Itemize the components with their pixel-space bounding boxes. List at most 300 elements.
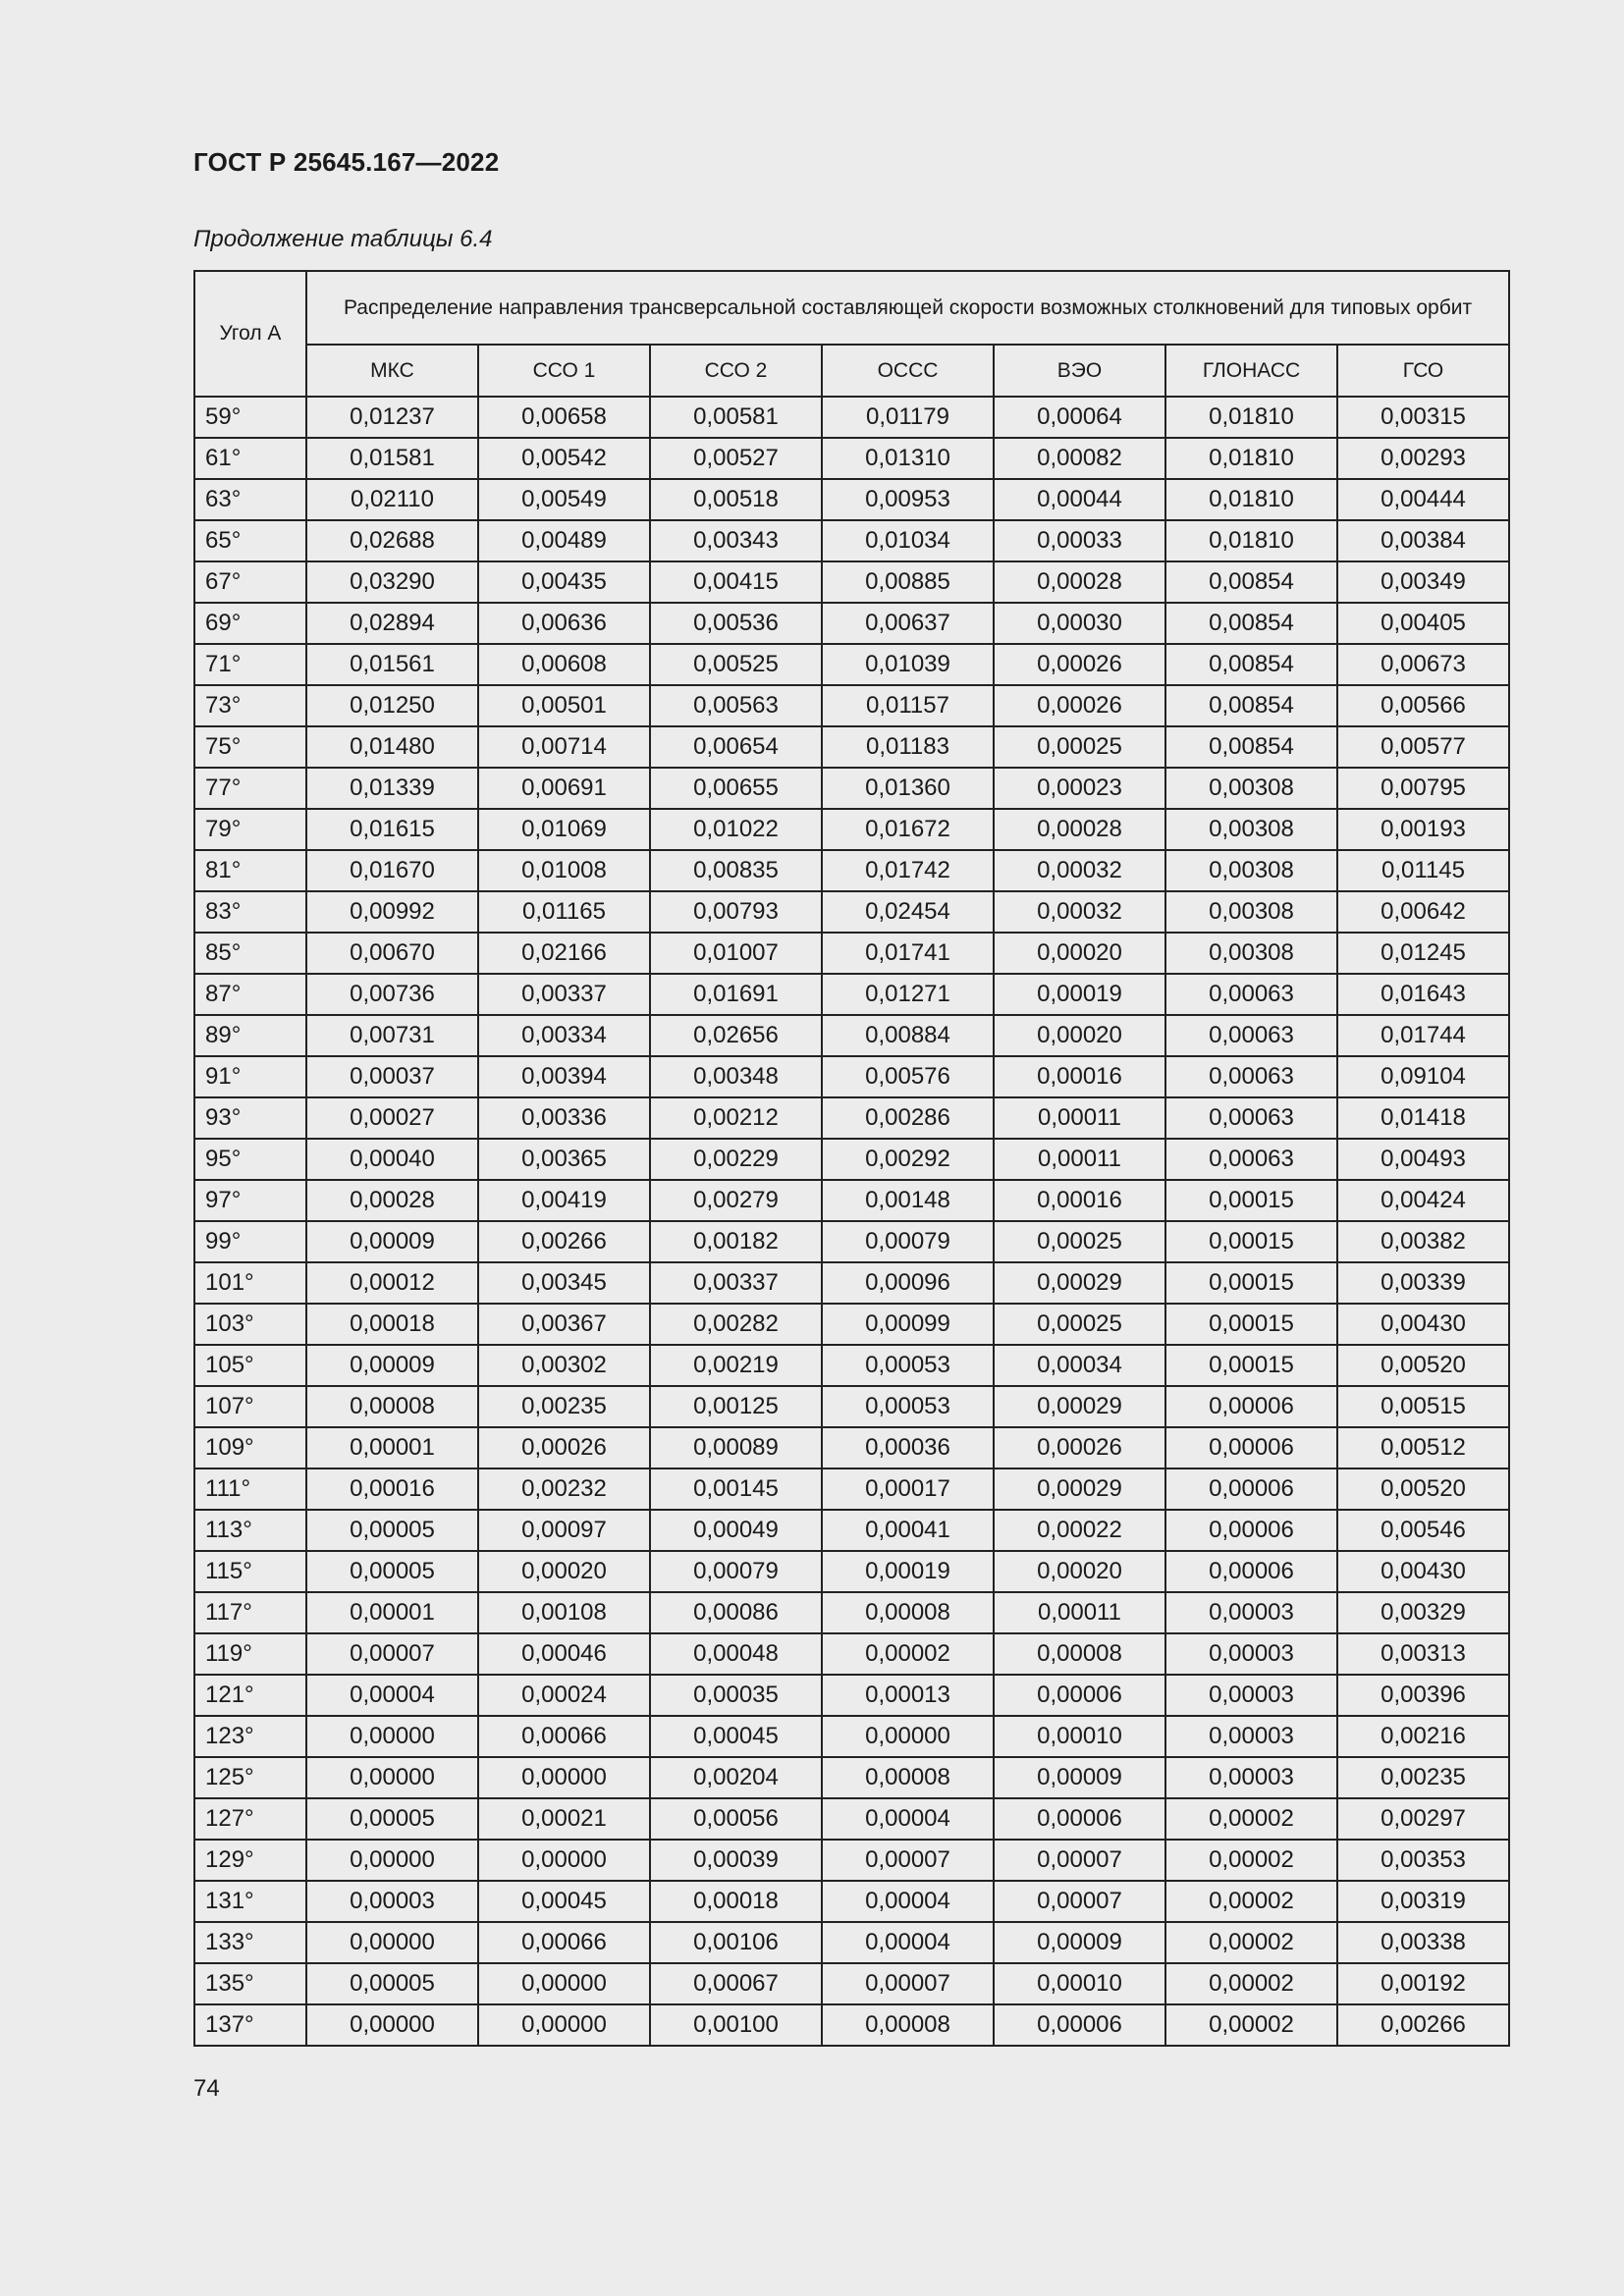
value-cell: 0,00793 [650,891,822,933]
value-cell: 0,00204 [650,1757,822,1798]
angle-cell: 81° [194,850,306,891]
value-cell: 0,01271 [822,974,994,1015]
angle-cell: 59° [194,397,306,438]
angle-cell: 91° [194,1056,306,1097]
value-cell: 0,00216 [1337,1716,1509,1757]
column-header: ГЛОНАСС [1165,345,1337,397]
value-cell: 0,00010 [994,1963,1165,2004]
value-cell: 0,00000 [478,1963,650,2004]
value-cell: 0,00009 [306,1221,478,1262]
value-cell: 0,00382 [1337,1221,1509,1262]
value-cell: 0,00016 [994,1056,1165,1097]
value-cell: 0,00004 [822,1922,994,1963]
value-cell: 0,00006 [1165,1427,1337,1468]
value-cell: 0,00308 [1165,809,1337,850]
table-row [194,933,1509,974]
value-cell: 0,01250 [306,685,478,726]
table-row [194,520,1509,561]
value-cell: 0,00001 [306,1592,478,1633]
value-cell: 0,00563 [650,685,822,726]
value-cell: 0,00056 [650,1798,822,1840]
value-cell: 0,00049 [650,1510,822,1551]
angle-cell: 103° [194,1304,306,1345]
value-cell: 0,00022 [994,1510,1165,1551]
angle-cell: 101° [194,1262,306,1304]
value-cell: 0,00315 [1337,397,1509,438]
value-cell: 0,00041 [822,1510,994,1551]
value-cell: 0,00670 [306,933,478,974]
value-cell: 0,00430 [1337,1551,1509,1592]
value-cell: 0,00192 [1337,1963,1509,2004]
value-cell: 0,00319 [1337,1881,1509,1922]
value-cell: 0,00026 [994,685,1165,726]
table-row [194,1881,1509,1922]
value-cell: 0,00007 [822,1963,994,2004]
value-cell: 0,01691 [650,974,822,1015]
page-number: 74 [193,2075,220,2102]
value-cell: 0,00006 [1165,1468,1337,1510]
value-cell: 0,00079 [822,1221,994,1262]
table-row [194,1221,1509,1262]
value-cell: 0,02166 [478,933,650,974]
value-cell: 0,00004 [306,1675,478,1716]
table-row [194,891,1509,933]
angle-cell: 97° [194,1180,306,1221]
value-cell: 0,00313 [1337,1633,1509,1675]
value-cell: 0,00007 [994,1881,1165,1922]
value-cell: 0,00045 [478,1881,650,1922]
value-cell: 0,00212 [650,1097,822,1139]
value-cell: 0,00028 [306,1180,478,1221]
value-cell: 0,01039 [822,644,994,685]
value-cell: 0,00000 [478,1840,650,1881]
value-cell: 0,00039 [650,1840,822,1881]
value-cell: 0,01615 [306,809,478,850]
value-cell: 0,00006 [1165,1386,1337,1427]
value-cell: 0,00338 [1337,1922,1509,1963]
table-head [194,271,1509,397]
value-cell: 0,00235 [478,1386,650,1427]
angle-cell: 127° [194,1798,306,1840]
value-cell: 0,00015 [1165,1345,1337,1386]
angle-cell: 69° [194,603,306,644]
column-header: ССО 1 [478,345,650,397]
value-cell: 0,00003 [1165,1757,1337,1798]
angle-cell: 113° [194,1510,306,1551]
table-row [194,397,1509,438]
value-cell: 0,00235 [1337,1757,1509,1798]
table-row [194,1592,1509,1633]
value-cell: 0,00032 [994,891,1165,933]
table-caption: Продолжение таблицы 6.4 [193,226,493,252]
value-cell: 0,00016 [306,1468,478,1510]
value-cell: 0,00353 [1337,1840,1509,1881]
angle-cell: 121° [194,1675,306,1716]
value-cell: 0,00026 [994,644,1165,685]
table-row [194,1757,1509,1798]
value-cell: 0,01245 [1337,933,1509,974]
value-cell: 0,00308 [1165,850,1337,891]
table-row [194,768,1509,809]
data-table [193,270,1510,2047]
value-cell: 0,00334 [478,1015,650,1056]
table-row [194,1716,1509,1757]
value-cell: 0,00096 [822,1262,994,1304]
value-cell: 0,00028 [994,809,1165,850]
value-cell: 0,00019 [994,974,1165,1015]
value-cell: 0,00008 [822,1592,994,1633]
angle-cell: 85° [194,933,306,974]
value-cell: 0,00003 [306,1881,478,1922]
value-cell: 0,00082 [994,438,1165,479]
value-cell: 0,00063 [1165,1139,1337,1180]
value-cell: 0,00030 [994,603,1165,644]
angle-cell: 63° [194,479,306,520]
value-cell: 0,00002 [1165,1840,1337,1881]
value-cell: 0,00854 [1165,603,1337,644]
value-cell: 0,00419 [478,1180,650,1221]
value-cell: 0,00026 [478,1427,650,1468]
value-cell: 0,00020 [478,1551,650,1592]
value-cell: 0,00854 [1165,685,1337,726]
value-cell: 0,01561 [306,644,478,685]
value-cell: 0,00518 [650,479,822,520]
value-cell: 0,01360 [822,768,994,809]
value-cell: 0,00006 [1165,1510,1337,1551]
value-cell: 0,00036 [822,1427,994,1468]
value-cell: 0,00016 [994,1180,1165,1221]
column-header: МКС [306,345,478,397]
value-cell: 0,00654 [650,726,822,768]
table-row [194,850,1509,891]
value-cell: 0,00339 [1337,1262,1509,1304]
value-cell: 0,00000 [306,1840,478,1881]
value-cell: 0,01810 [1165,520,1337,561]
value-cell: 0,00023 [994,768,1165,809]
value-cell: 0,01007 [650,933,822,974]
value-cell: 0,00182 [650,1221,822,1262]
value-cell: 0,00025 [994,726,1165,768]
table-row [194,1633,1509,1675]
value-cell: 0,00546 [1337,1510,1509,1551]
value-cell: 0,00444 [1337,479,1509,520]
value-cell: 0,00308 [1165,933,1337,974]
value-cell: 0,00308 [1165,891,1337,933]
value-cell: 0,00292 [822,1139,994,1180]
value-cell: 0,00032 [994,850,1165,891]
value-cell: 0,01183 [822,726,994,768]
table-row [194,603,1509,644]
angle-cell: 73° [194,685,306,726]
table-body [194,397,1509,2046]
angle-cell: 99° [194,1221,306,1262]
value-cell: 0,00108 [478,1592,650,1633]
value-cell: 0,00063 [1165,1056,1337,1097]
value-cell: 0,00009 [994,1922,1165,1963]
table-row [194,1345,1509,1386]
value-cell: 0,00005 [306,1963,478,2004]
value-cell: 0,02688 [306,520,478,561]
value-cell: 0,00884 [822,1015,994,1056]
table-row [194,1386,1509,1427]
value-cell: 0,01744 [1337,1015,1509,1056]
table-row [194,1015,1509,1056]
value-cell: 0,00279 [650,1180,822,1221]
value-cell: 0,01022 [650,809,822,850]
value-cell: 0,00003 [1165,1633,1337,1675]
value-cell: 0,00577 [1337,726,1509,768]
value-cell: 0,09104 [1337,1056,1509,1097]
value-cell: 0,00015 [1165,1180,1337,1221]
value-cell: 0,00336 [478,1097,650,1139]
value-cell: 0,00003 [1165,1675,1337,1716]
value-cell: 0,00006 [1165,1551,1337,1592]
value-cell: 0,00367 [478,1304,650,1345]
value-cell: 0,00029 [994,1386,1165,1427]
value-cell: 0,00000 [822,1716,994,1757]
value-cell: 0,00040 [306,1139,478,1180]
angle-cell: 93° [194,1097,306,1139]
value-cell: 0,00029 [994,1468,1165,1510]
value-cell: 0,01670 [306,850,478,891]
value-cell: 0,00148 [822,1180,994,1221]
value-cell: 0,00515 [1337,1386,1509,1427]
value-cell: 0,00297 [1337,1798,1509,1840]
value-cell: 0,00501 [478,685,650,726]
angle-cell: 61° [194,438,306,479]
value-cell: 0,00343 [650,520,822,561]
value-cell: 0,00394 [478,1056,650,1097]
value-cell: 0,02454 [822,891,994,933]
angle-cell: 75° [194,726,306,768]
value-cell: 0,01179 [822,397,994,438]
table-row [194,479,1509,520]
value-cell: 0,00953 [822,479,994,520]
value-cell: 0,00066 [478,1716,650,1757]
table-row [194,1551,1509,1592]
table-row [194,1468,1509,1510]
column-header: ГСО [1337,345,1509,397]
value-cell: 0,00854 [1165,561,1337,603]
value-cell: 0,02656 [650,1015,822,1056]
value-cell: 0,00348 [650,1056,822,1097]
value-cell: 0,00193 [1337,809,1509,850]
table-row [194,1798,1509,1840]
table-row [194,1262,1509,1304]
angle-column-header: Угол А [194,271,306,397]
value-cell: 0,00018 [306,1304,478,1345]
value-cell: 0,00000 [478,2004,650,2046]
value-cell: 0,00542 [478,438,650,479]
value-cell: 0,00000 [306,1757,478,1798]
table-row [194,1056,1509,1097]
value-cell: 0,00018 [650,1881,822,1922]
value-cell: 0,00026 [994,1427,1165,1468]
value-cell: 0,00045 [650,1716,822,1757]
value-cell: 0,00015 [1165,1262,1337,1304]
value-cell: 0,00027 [306,1097,478,1139]
value-cell: 0,00581 [650,397,822,438]
value-cell: 0,00266 [1337,2004,1509,2046]
table-row [194,1840,1509,1881]
value-cell: 0,00008 [994,1633,1165,1675]
angle-cell: 71° [194,644,306,685]
column-header: ССО 2 [650,345,822,397]
table-row [194,644,1509,685]
value-cell: 0,00025 [994,1221,1165,1262]
value-cell: 0,01810 [1165,479,1337,520]
value-cell: 0,00415 [650,561,822,603]
angle-cell: 65° [194,520,306,561]
value-cell: 0,01480 [306,726,478,768]
value-cell: 0,00536 [650,603,822,644]
value-cell: 0,00020 [994,1015,1165,1056]
angle-cell: 117° [194,1592,306,1633]
table-row [194,1675,1509,1716]
value-cell: 0,00435 [478,561,650,603]
value-cell: 0,00854 [1165,726,1337,768]
value-cell: 0,00015 [1165,1304,1337,1345]
value-cell: 0,00097 [478,1510,650,1551]
value-cell: 0,00011 [994,1139,1165,1180]
value-cell: 0,00512 [1337,1427,1509,1468]
value-cell: 0,00219 [650,1345,822,1386]
value-cell: 0,00637 [822,603,994,644]
value-cell: 0,00673 [1337,644,1509,685]
table-row [194,2004,1509,2046]
value-cell: 0,00005 [306,1798,478,1840]
value-cell: 0,00000 [306,1716,478,1757]
value-cell: 0,00035 [650,1675,822,1716]
column-header: ВЭО [994,345,1165,397]
angle-cell: 115° [194,1551,306,1592]
value-cell: 0,00658 [478,397,650,438]
value-cell: 0,01741 [822,933,994,974]
value-cell: 0,00655 [650,768,822,809]
value-cell: 0,01157 [822,685,994,726]
angle-cell: 123° [194,1716,306,1757]
value-cell: 0,00000 [478,1757,650,1798]
value-cell: 0,00337 [650,1262,822,1304]
value-cell: 0,00008 [306,1386,478,1427]
value-cell: 0,00566 [1337,685,1509,726]
value-cell: 0,00001 [306,1427,478,1468]
value-cell: 0,00365 [478,1139,650,1180]
angle-cell: 119° [194,1633,306,1675]
value-cell: 0,00067 [650,1963,822,2004]
angle-cell: 67° [194,561,306,603]
angle-cell: 135° [194,1963,306,2004]
value-cell: 0,00000 [306,2004,478,2046]
value-cell: 0,00731 [306,1015,478,1056]
value-cell: 0,00430 [1337,1304,1509,1345]
value-cell: 0,00714 [478,726,650,768]
value-cell: 0,00286 [822,1097,994,1139]
value-cell: 0,00106 [650,1922,822,1963]
value-cell: 0,00079 [650,1551,822,1592]
value-cell: 0,00005 [306,1551,478,1592]
value-cell: 0,00527 [650,438,822,479]
value-cell: 0,00099 [822,1304,994,1345]
value-cell: 0,02110 [306,479,478,520]
table-row [194,809,1509,850]
table-row [194,974,1509,1015]
value-cell: 0,00520 [1337,1468,1509,1510]
angle-cell: 77° [194,768,306,809]
value-cell: 0,01339 [306,768,478,809]
value-cell: 0,00037 [306,1056,478,1097]
value-cell: 0,00006 [994,2004,1165,2046]
angle-cell: 83° [194,891,306,933]
value-cell: 0,00493 [1337,1139,1509,1180]
value-cell: 0,01034 [822,520,994,561]
value-cell: 0,00232 [478,1468,650,1510]
value-cell: 0,00002 [822,1633,994,1675]
value-cell: 0,00011 [994,1097,1165,1139]
value-cell: 0,00100 [650,2004,822,2046]
value-cell: 0,00007 [994,1840,1165,1881]
value-cell: 0,00642 [1337,891,1509,933]
value-cell: 0,00066 [478,1922,650,1963]
value-cell: 0,00024 [478,1675,650,1716]
value-cell: 0,00002 [1165,1963,1337,2004]
value-cell: 0,00000 [306,1922,478,1963]
value-cell: 0,00002 [1165,2004,1337,2046]
table-row [194,1304,1509,1345]
value-cell: 0,00636 [478,603,650,644]
table-row [194,1510,1509,1551]
value-cell: 0,00835 [650,850,822,891]
value-cell: 0,00029 [994,1262,1165,1304]
value-cell: 0,00005 [306,1510,478,1551]
value-cell: 0,00048 [650,1633,822,1675]
table-row [194,1922,1509,1963]
value-cell: 0,01008 [478,850,650,891]
value-cell: 0,02894 [306,603,478,644]
value-cell: 0,01742 [822,850,994,891]
value-cell: 0,00053 [822,1345,994,1386]
value-cell: 0,00349 [1337,561,1509,603]
value-cell: 0,00003 [1165,1716,1337,1757]
value-cell: 0,00854 [1165,644,1337,685]
angle-cell: 105° [194,1345,306,1386]
table-row [194,1427,1509,1468]
value-cell: 0,00885 [822,561,994,603]
value-cell: 0,01810 [1165,438,1337,479]
angle-cell: 79° [194,809,306,850]
value-cell: 0,00002 [1165,1881,1337,1922]
value-cell: 0,00008 [822,1757,994,1798]
value-cell: 0,01165 [478,891,650,933]
table-row [194,685,1509,726]
value-cell: 0,01581 [306,438,478,479]
value-cell: 0,00424 [1337,1180,1509,1221]
value-cell: 0,00034 [994,1345,1165,1386]
value-cell: 0,01237 [306,397,478,438]
value-cell: 0,00282 [650,1304,822,1345]
angle-cell: 111° [194,1468,306,1510]
angle-cell: 133° [194,1922,306,1963]
value-cell: 0,00736 [306,974,478,1015]
value-cell: 0,01310 [822,438,994,479]
group-column-header: Распределение направления трансверсальной составляющей скорости возможных столкновений для типовых орбит [306,271,1509,345]
value-cell: 0,00011 [994,1592,1165,1633]
value-cell: 0,00691 [478,768,650,809]
value-cell: 0,00337 [478,974,650,1015]
value-cell: 0,00384 [1337,520,1509,561]
value-cell: 0,01672 [822,809,994,850]
value-cell: 0,00013 [822,1675,994,1716]
